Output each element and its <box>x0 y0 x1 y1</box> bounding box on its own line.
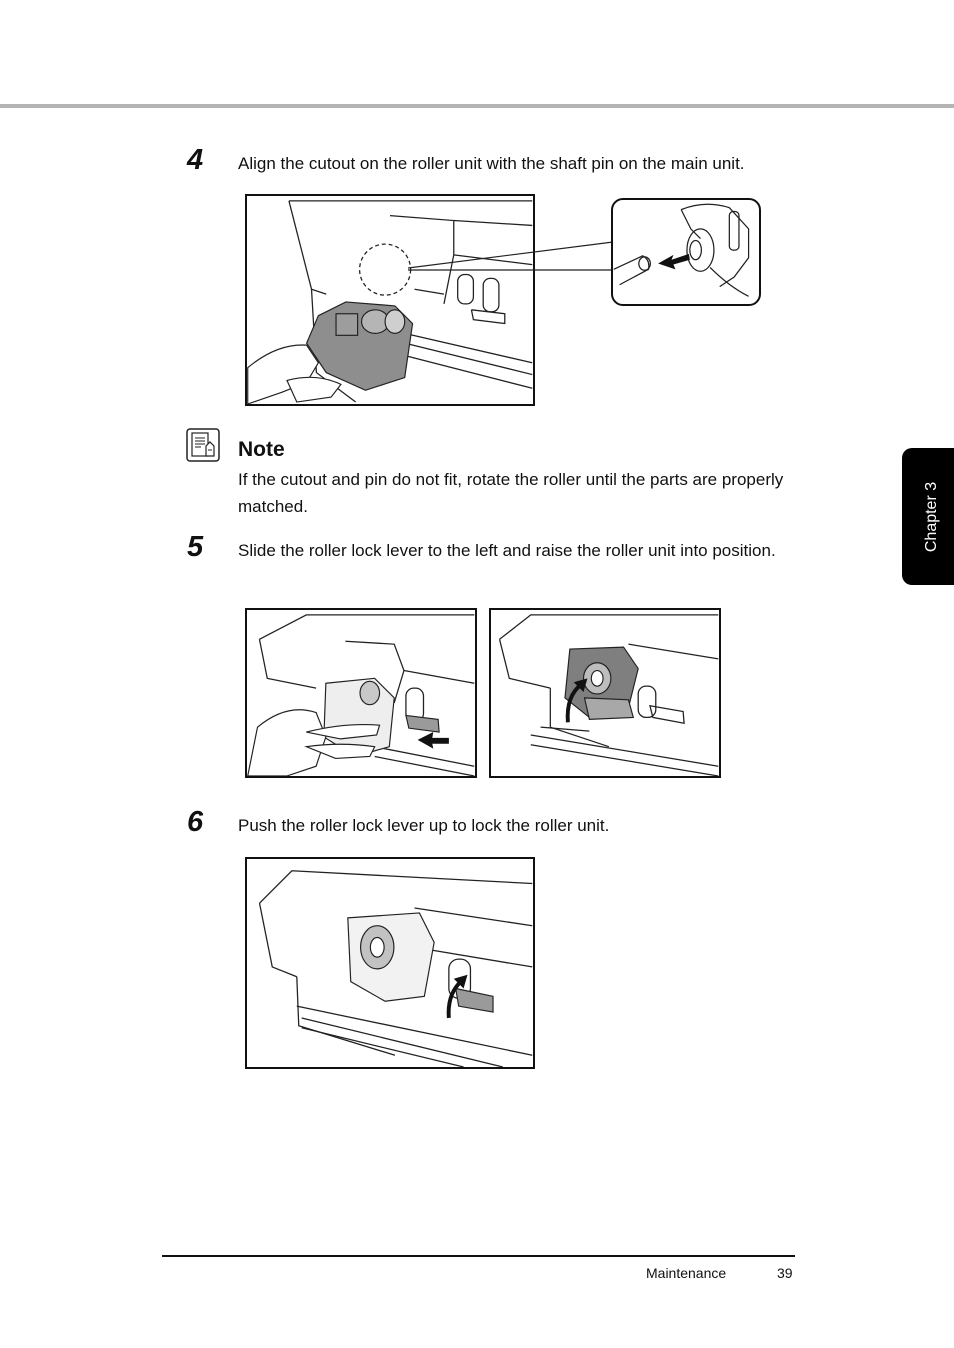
note-title: Note <box>238 438 285 461</box>
note-document-icon <box>186 428 220 462</box>
header-rule <box>0 104 954 108</box>
chapter-tab-label: Chapter 3 <box>923 481 940 552</box>
raise-roller-unit-drawing <box>491 610 719 776</box>
step-6-illustration <box>245 857 535 1069</box>
footer-page-number: 39 <box>777 1265 793 1281</box>
footer-section-name: Maintenance <box>646 1265 727 1281</box>
lock-roller-lever-drawing <box>247 859 533 1067</box>
scanner-roller-insert-drawing <box>247 196 533 404</box>
slide-lock-lever-drawing <box>247 610 475 776</box>
step-5-text: Slide the roller lock lever to the left and raise the roller unit into position. <box>238 541 776 560</box>
step-4-illustration <box>245 194 535 406</box>
step-4-number: 4 <box>187 144 204 176</box>
step-5-number: 5 <box>187 531 204 563</box>
callout-leader-lines <box>408 238 618 278</box>
chapter-tab <box>902 448 954 585</box>
footer-rule <box>162 1255 795 1257</box>
step-4-text: Align the cutout on the roller unit with the shaft pin on the main unit. <box>238 154 745 173</box>
step-5-illustration-left <box>245 608 477 778</box>
step-5-illustration-right <box>489 608 721 778</box>
note-text: If the cutout and pin do not fit, rotate the roller until the parts are properly matched. <box>238 470 784 516</box>
step-6-number: 6 <box>187 806 204 838</box>
step-6-text: Push the roller lock lever up to lock the roller unit. <box>238 816 610 835</box>
shaft-pin-detail-drawing <box>613 200 759 304</box>
shaft-pin-detail-callout <box>611 198 761 306</box>
